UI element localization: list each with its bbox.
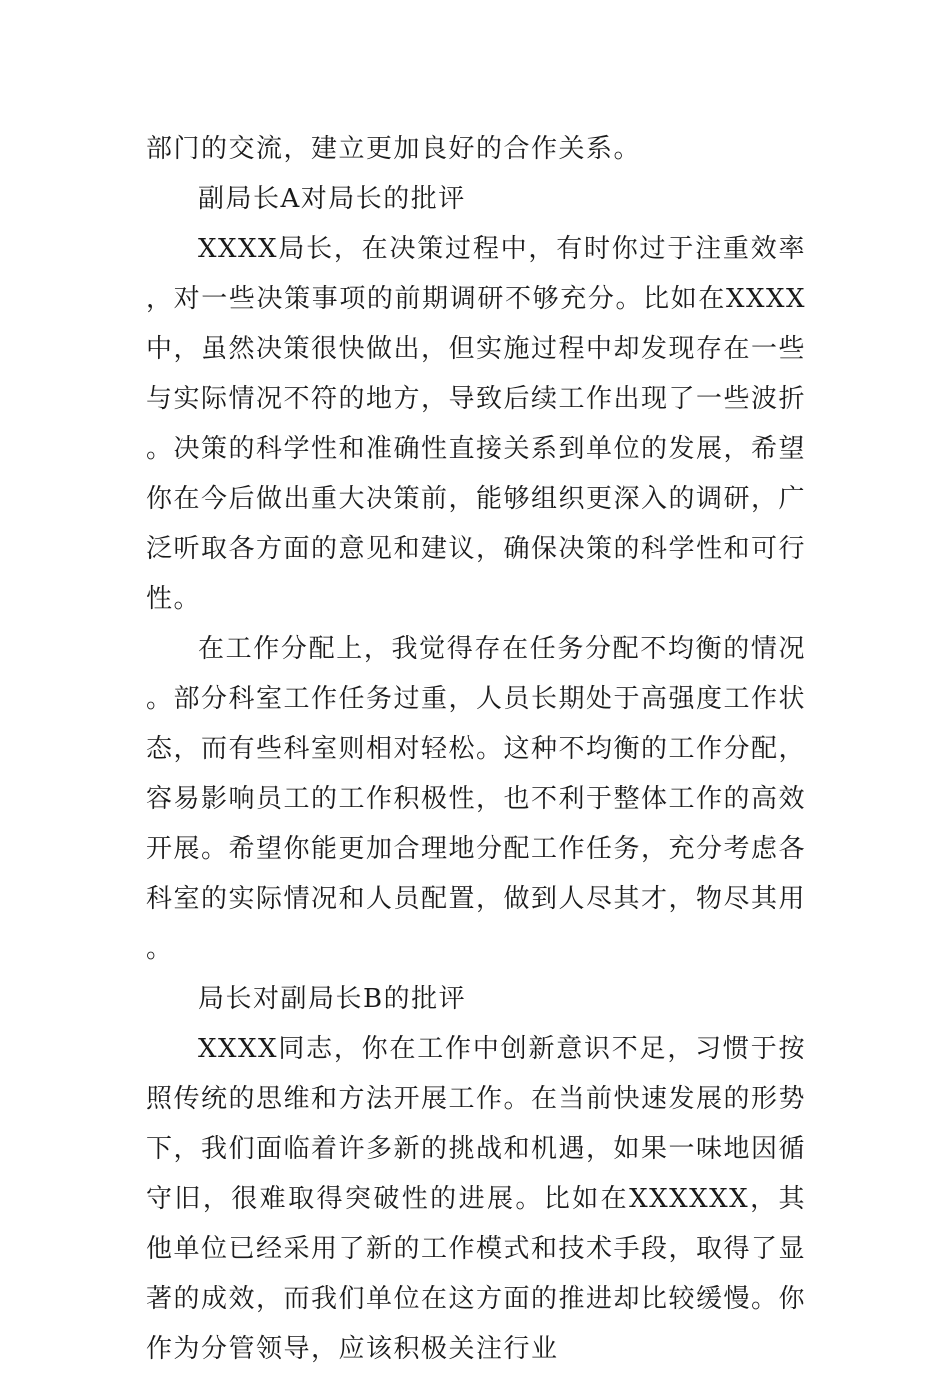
section-heading-deputy-a-to-director: 副局长A对局长的批评 [198,184,466,214]
paragraph-work-allocation: 在工作分配上，我觉得存在任务分配不均衡的情况。部分科室工作任务过重，人员长期处于高强度工作状态，而有些科室则相对轻松。这种不均衡的工作分配，容易影响员工的工作积极性，也不利于整体工作的高效开展。希望你能更加合理地分配工作任务，充分考虑各科室的实际情况和人员配置，做到人尽其才，物尽其用。 [146,634,807,964]
paragraph-innovation: XXXX同志，你在工作中创新意识不足，习惯于按照传统的思维和方法开展工作。在当前快速发展的形势下，我们面临着许多新的挑战和机遇，如果一味地因循守旧，很难取得突破性的进展。比如在XXXXXX，其他单位已经采用了新的工作模式和技术手段，取得了显著的成效，而我们单位在这方面的推进却比较缓慢。你作为分管领导，应该积极关注行业 [146,1034,807,1364]
paragraph-continuation: 部门的交流，建立更加良好的合作关系。 [146,134,642,164]
paragraph-decision-making: XXXX局长，在决策过程中，有时你过于注重效率，对一些决策事项的前期调研不够充分。比如在XXXX中，虽然决策很快做出，但实施过程中却发现存在一些与实际情况不符的地方，导致后续工作出现了一些波折。决策的科学性和准确性直接关系到单位的发展，希望你在今后做出重大决策前，能够组织更深入的调研，广泛听取各方面的意见和建议，确保决策的科学性和可行性。 [146,234,807,614]
document-body [146,124,806,1374]
section-heading-director-to-deputy-b: 局长对副局长B的批评 [198,984,467,1014]
